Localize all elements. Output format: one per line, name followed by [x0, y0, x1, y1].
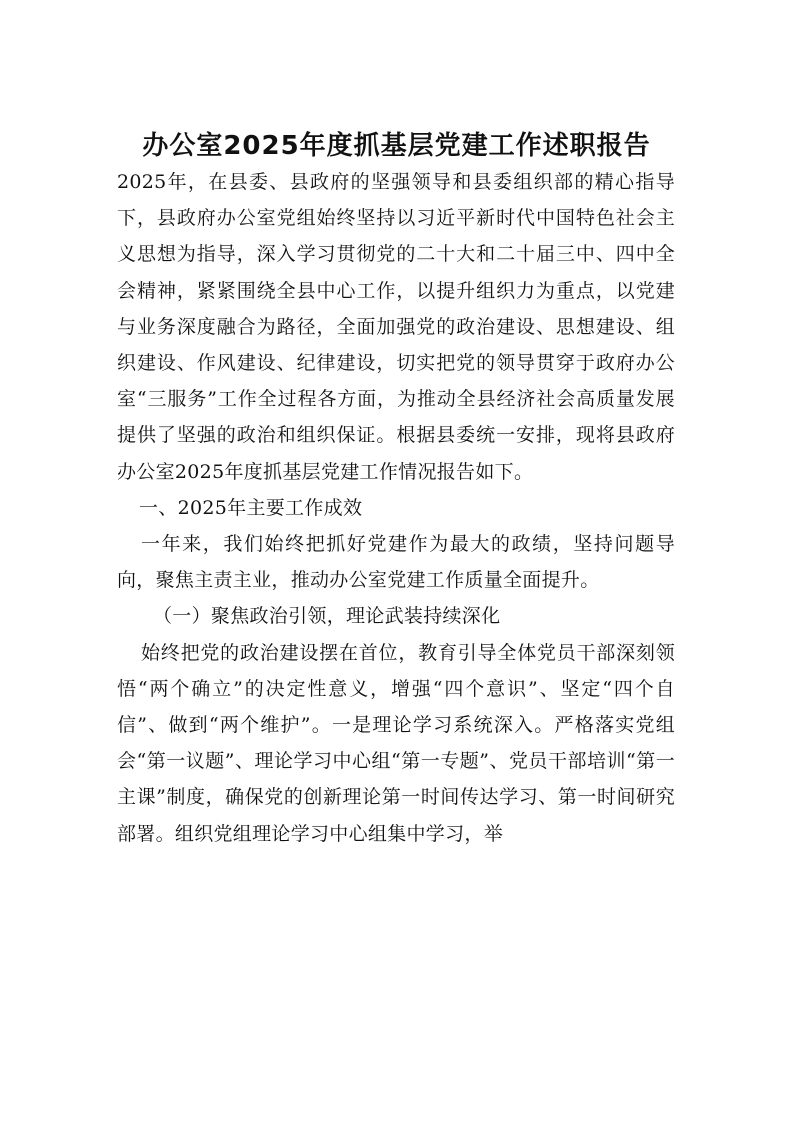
document-title: 办公室2025年度抓基层党建工作述职报告 [142, 131, 651, 161]
subsection-1-paragraph: 始终把党的政治建设摆在首位，教育引导全体党员干部深刻领悟“两个确立”的决定性意义，增强“四个意识”、坚定“四个自信”、做到“两个维护”。一是理论学习系统深入。严格落实党组会“第一议题”、理论学习中心组“第一专题”、党员干部培训“第一主课”制度，确保党的创新理论第一时间传达学习、第一时间研究部署。组织党组理论学习中心组集中学习，举 [117, 641, 675, 845]
document-body [117, 164, 675, 852]
subsection-heading-1: （一）聚焦政治引领，理论武装持续深化 [153, 605, 501, 628]
section-heading-1: 一、2025年主要工作成效 [139, 496, 363, 519]
intro-paragraph: 2025年，在县委、县政府的坚强领导和县委组织部的精心指导下，县政府办公室党组始终坚持以习近平新时代中国特色社会主义思想为指导，深入学习贯彻党的二十大和二十届三中、四中全会精神，紧紧围绕全县中心工作，以提升组织力为重点，以党建与业务深度融合为路径，全面加强党的政治建设、思想建设、组织建设、作风建设、纪律建设，切实把党的领导贯穿于政府办公室“三服务”工作全过程各方面，为推动全县经济社会高质量发展提供了坚强的政治和组织保证。根据县委统一安排，现将县政府办公室2025年度抓基层党建工作情况报告如下。 [117, 171, 675, 483]
section-1-paragraph: 一年来，我们始终把抓好党建作为最大的政绩，坚持问题导向，聚焦主责主业，推动办公室党建工作质量全面提升。 [117, 533, 675, 592]
